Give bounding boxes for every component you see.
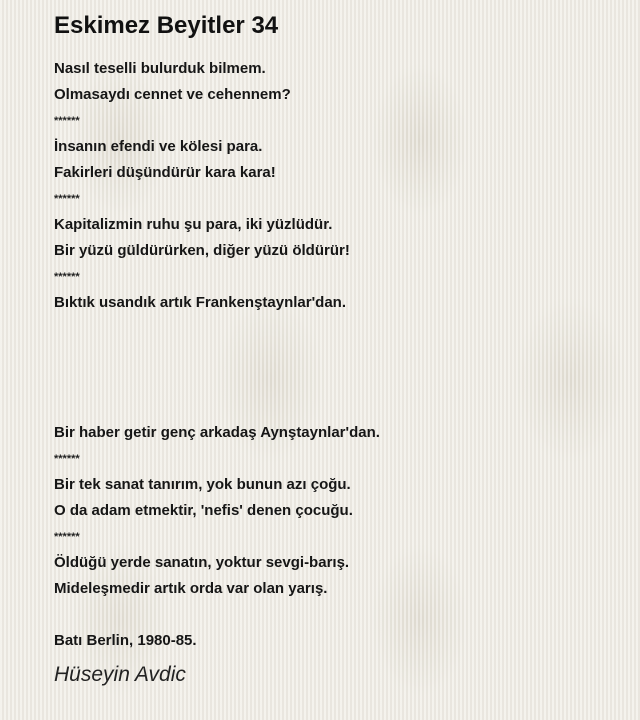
poem-container [54, 10, 614, 690]
poem-title: Eskimez Beyitler 34 [54, 12, 279, 39]
stanza-separator: ****** [54, 271, 80, 283]
blank-space [54, 602, 614, 628]
poem-line: O da adam etmektir, 'nefis' denen çocuğu. [54, 502, 353, 519]
poem-line: Bir tek sanat tanırım, yok bunun azı çoğu. [54, 476, 351, 493]
poem-line: Bıktık usandık artık Frankenştaynlar'dan. [54, 294, 347, 311]
poem-line: Bir haber getir genç arkadaş Aynştaynlar'dan. [54, 424, 380, 441]
stanza-separator: ****** [54, 531, 80, 543]
poem-place-date: Batı Berlin, 1980-85. [54, 632, 197, 649]
poem-line: Kapitalizmin ruhu şu para, iki yüzlüdür. [54, 216, 333, 233]
poem-author: Hüseyin Avdic [54, 663, 186, 686]
poem-line: Mideleşmedir artık orda var olan yarış. [54, 580, 328, 597]
blank-space [54, 316, 614, 420]
poem-line: Nasıl teselli bulurduk bilmem. [54, 60, 266, 77]
stanza-separator: ****** [54, 453, 80, 465]
poem-line: Öldüğü yerde sanatın, yoktur sevgi-barış. [54, 554, 350, 571]
poem-line: İnsanın efendi ve kölesi para. [54, 138, 263, 155]
stanza-separator: ****** [54, 193, 80, 205]
poem-line: Bir yüzü güldürürken, diğer yüzü öldürür! [54, 242, 350, 259]
stanza-separator: ****** [54, 115, 80, 127]
poem-line: Olmasaydı cennet ve cehennem? [54, 86, 291, 103]
poem-line: Fakirleri düşündürür kara kara! [54, 164, 276, 181]
